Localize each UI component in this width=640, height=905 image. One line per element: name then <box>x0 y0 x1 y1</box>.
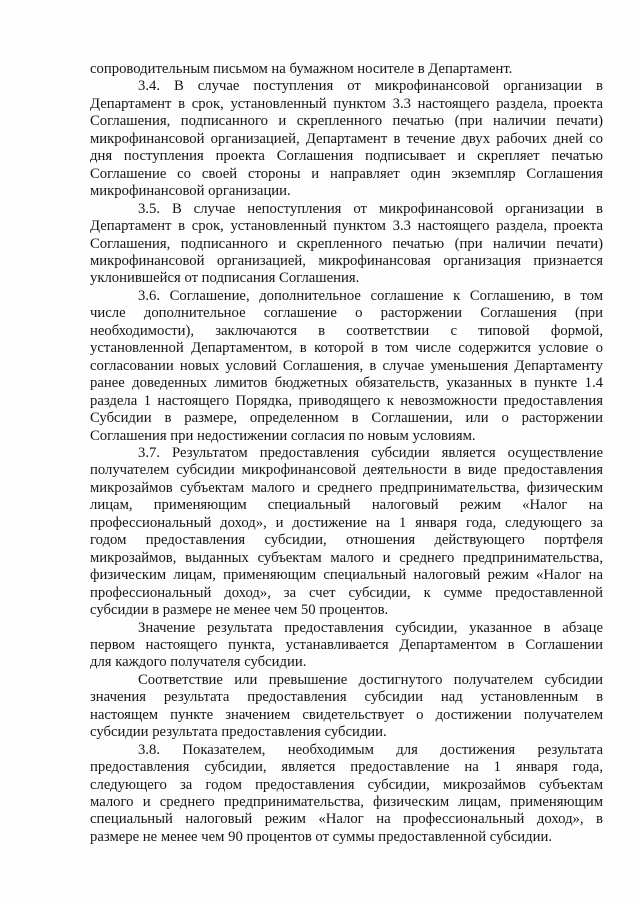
text-line: Департамент в срок, установленный пунктом 3.3 настоящего раздела, проекта <box>90 95 603 112</box>
text-line: уклонившейся от подписания Соглашения. <box>90 270 360 287</box>
text-line: значения результата предоставления субсидии над установленным в <box>90 689 603 706</box>
text-line: Значение результата предоставления субсидии, указанное в абзаце <box>138 619 603 636</box>
text-line: профессиональный доход», и достижение на 1 января года, следующего за <box>90 514 603 531</box>
text-line: сопроводительным письмом на бумажном носителе в Департамент. <box>90 61 513 77</box>
text-line: Соглашения при недостижении согласия по новым условиям. <box>90 427 476 444</box>
text-line: микрофинансовой организацией, микрофинансовая организация признается <box>90 252 603 269</box>
text-line: для каждого получателя субсидии. <box>90 654 307 671</box>
text-line: Департамент в срок, установленный пунктом 3.3 настоящего раздела, проекта <box>90 218 603 235</box>
text-line: физическим лицам, применяющим специальный налоговый режим «Налог на <box>90 567 603 584</box>
clause-3-6 <box>90 288 603 445</box>
text-line: субсидии результата предоставления субсидии. <box>90 724 387 741</box>
text-line: предоставления субсидии, является предоставление на 1 января года, <box>90 759 603 776</box>
text-line: специальный налоговый режим «Налог на профессиональный доход», в <box>90 811 603 828</box>
text-line: ранее доведенных лимитов бюджетных обязательств, указанных в пункте 1.4 <box>90 375 603 392</box>
text-line: следующего за годом предоставления субсидии, микрозаймов субъектам <box>90 776 603 793</box>
text-line: микрозаймов субъектам малого и среднего предпринимательства, физическим <box>90 479 603 496</box>
text-line: Соглашение со своей стороны и направляет один экземпляр Соглашения <box>90 165 603 182</box>
text-line: раздела 1 настоящего Порядка, приводящего к невозможности предоставления <box>90 392 603 409</box>
text-line: согласовании новых условий Соглашения, в случае уменьшения Департаменту <box>90 357 603 374</box>
text-line: Соглашения, подписанного и скрепленного печатью (при наличии печати) <box>90 113 603 130</box>
text-line: Соглашения, подписанного и скрепленного печатью (при наличии печати) <box>90 235 603 252</box>
text-line: субсидии в размере не менее чем 50 процентов. <box>90 602 389 619</box>
text-line: микрофинансовой организации. <box>90 183 291 200</box>
text-line: профессиональный доход», за счет субсидии, к сумме предоставленной <box>90 584 603 601</box>
text-line: годом предоставления субсидии, отношения действующего портфеля <box>90 532 603 549</box>
text-line: размере не менее чем 90 процентов от суммы предоставленной субсидии. <box>90 828 553 845</box>
text-line: 3.6. Соглашение, дополнительное соглашение к Соглашению, в том <box>138 287 603 304</box>
text-line: получателем субсидии микрофинансовой деятельности в виде предоставления <box>90 462 603 479</box>
text-line: 3.8. Показателем, необходимым для достижения результата <box>138 741 603 758</box>
text-line: микрофинансовой организацией, Департамент в течение двух рабочих дней со <box>90 130 603 147</box>
text-line: 3.5. В случае непоступления от микрофинансовой организации в <box>138 200 603 217</box>
text-line: 3.7. Результатом предоставления субсидии является осуществление <box>138 444 603 461</box>
text-line: Субсидии в размере, определенном в Соглашении, или о расторжении <box>90 410 603 427</box>
text-line: микрозаймов, выданных субъектам малого и среднего предпринимательства, <box>90 549 603 566</box>
clause-3-5 <box>90 201 603 288</box>
text-line: малого и среднего предпринимательства, физическим лицам, применяющим <box>90 794 603 811</box>
clause-3-7-paragraph-2 <box>90 620 603 672</box>
text-line: установленной Департаментом, в которой в том числе содержится условие о <box>90 340 603 357</box>
text-line: лицам, применяющим специальный налоговый режим «Налог на <box>90 497 603 514</box>
text-line: первом настоящего пункта, устанавливается Департаментом в Соглашении <box>90 636 603 653</box>
text-line: настоящем пункте значением свидетельствует о достижении получателем <box>90 706 603 723</box>
clause-3-7-paragraph-3 <box>90 672 603 742</box>
text-line: дня поступления проекта Соглашения подписывает и скрепляет печатью <box>90 148 603 165</box>
text-line: Соответствие или превышение достигнутого получателем субсидии <box>138 671 603 688</box>
continued-paragraph <box>90 61 603 78</box>
text-line: 3.4. В случае поступления от микрофинансовой организации в <box>138 78 603 95</box>
document-body <box>90 61 603 846</box>
text-line: необходимости), заключаются в соответствии с типовой формой, <box>90 322 603 339</box>
clause-3-7 <box>90 445 603 620</box>
clause-3-4 <box>90 78 603 200</box>
text-line: числе дополнительное соглашение о расторжении Соглашения (при <box>90 305 603 322</box>
clause-3-8 <box>90 742 603 847</box>
